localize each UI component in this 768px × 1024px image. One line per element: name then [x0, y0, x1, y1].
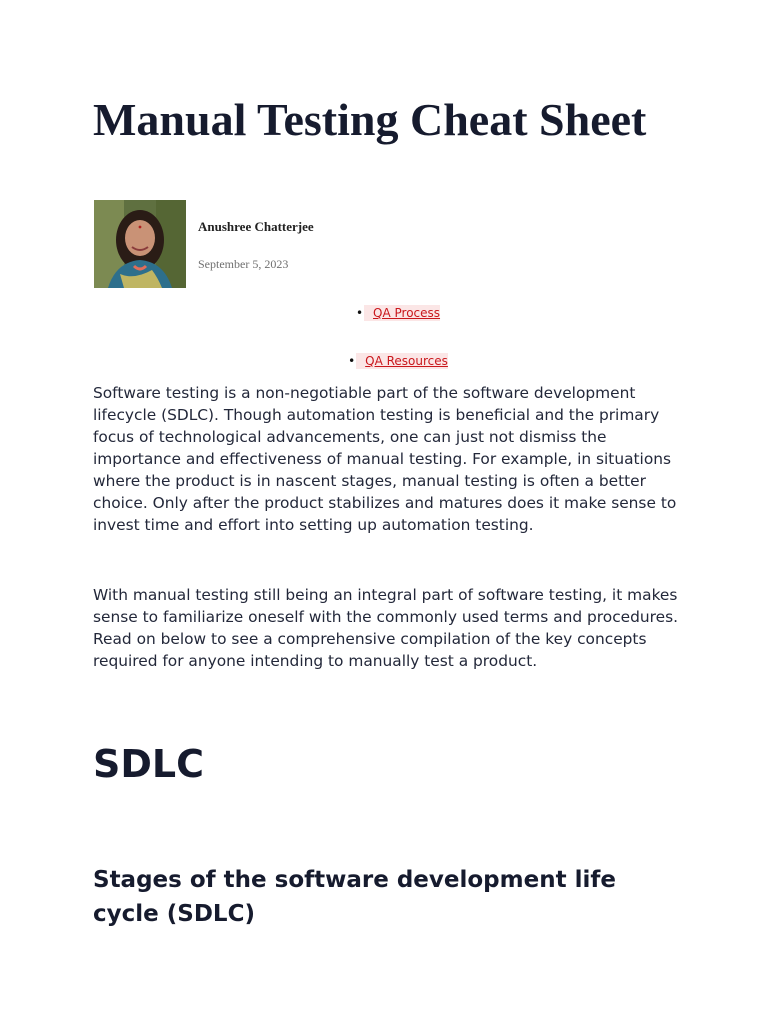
body-paragraph: With manual testing still being an integral part of software testing, it makes sense to familiarize oneself with the commonly used terms and procedures. Read on below to see a comprehensive compilation of the key concepts required for anyone intending to manually test a product.: [93, 586, 679, 670]
subsection-heading: Stages of the software development life cycle (SDLC): [93, 867, 616, 927]
bullet: •: [348, 354, 356, 368]
author-name: Anushree Chatterjee: [198, 219, 314, 234]
author-avatar: [94, 200, 186, 288]
tag-item: [93, 305, 703, 321]
section-heading-sdlc: SDLC: [93, 742, 205, 786]
tag-link-qa-resources[interactable]: QA Resources: [356, 353, 448, 369]
intro-paragraph: Software testing is a non-negotiable part of the software development lifecycle (SDLC). Though automation testing is beneficial and the primary focus of technological advancements, one can just not dismiss the importance and effectiveness of manual testing. For example, in situations where the product is in nascent stages, manual testing is often a better choice. Only after the product stabilizes and matures does it make sense to invest time and effort into setting up automation testing.: [93, 384, 677, 534]
article-title: Manual Testing Cheat Sheet: [93, 94, 647, 145]
tag-link-qa-process[interactable]: QA Process: [364, 305, 440, 321]
bullet: •: [355, 306, 364, 320]
publish-date: September 5, 2023: [198, 257, 289, 271]
tag-item: [93, 353, 703, 369]
